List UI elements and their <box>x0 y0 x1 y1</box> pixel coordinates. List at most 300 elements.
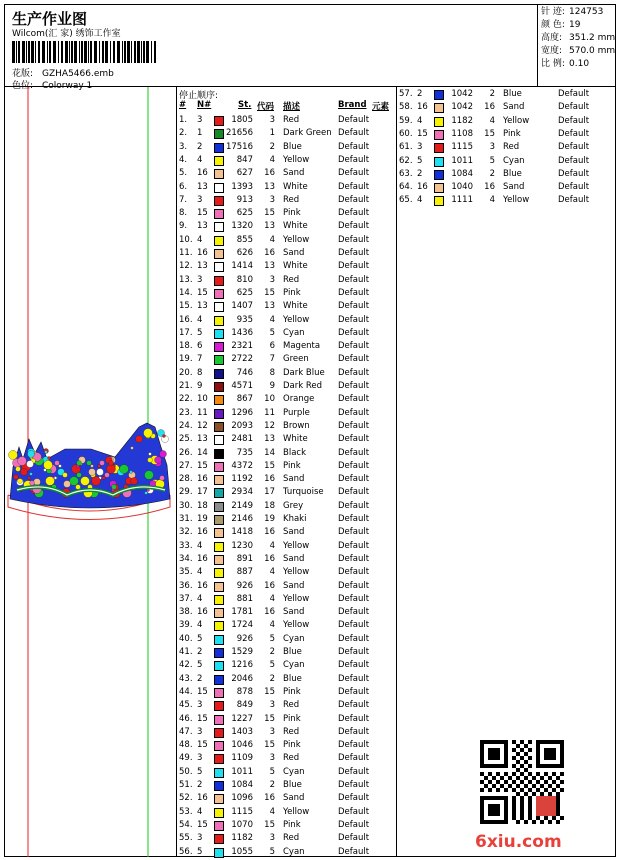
table-row <box>177 247 396 260</box>
needle-number: 5 <box>417 155 423 166</box>
thread-brand: Default <box>338 248 370 258</box>
color-code: 16 <box>264 793 275 804</box>
color-code: 13 <box>264 261 275 272</box>
stop-number: 2. <box>179 128 188 139</box>
table-row <box>177 433 396 446</box>
color-swatch <box>434 143 444 153</box>
thread-brand: Default <box>338 806 370 817</box>
color-description: Cyan <box>283 633 305 644</box>
table-row <box>177 327 396 340</box>
stitch-count: 1393 <box>231 181 253 192</box>
table-row <box>177 832 396 845</box>
color-code: 16 <box>264 553 275 564</box>
stop-number: 55. <box>179 833 193 844</box>
color-code: 16 <box>264 527 275 538</box>
color-description: White <box>283 261 308 272</box>
stop-number: 54. <box>179 819 193 830</box>
color-code: 2 <box>269 780 275 790</box>
stitch-count: 926 <box>236 580 253 591</box>
color-swatch <box>214 462 224 472</box>
color-swatch <box>214 781 224 791</box>
stop-number: 11. <box>179 248 193 258</box>
col-header-st: St. <box>238 100 252 110</box>
stitch-count: 891 <box>236 553 253 564</box>
needle-number: 5 <box>197 846 203 857</box>
table-header <box>177 100 397 113</box>
thread-brand: Default <box>338 780 370 790</box>
table-row <box>397 101 616 114</box>
color-description: Yellow <box>283 620 310 631</box>
stitch-count: 887 <box>236 567 253 578</box>
color-description: Sand <box>503 102 525 113</box>
needle-number: 5 <box>197 660 203 671</box>
color-swatch <box>214 116 224 126</box>
stitch-count: 847 <box>236 154 253 165</box>
stitch-count: 1055 <box>231 846 253 857</box>
stop-number: 13. <box>179 274 193 285</box>
stop-number: 25. <box>179 434 193 445</box>
stop-number: 48. <box>179 740 193 751</box>
needle-number: 4 <box>197 154 203 165</box>
color-code: 3 <box>269 726 275 737</box>
color-description: Blue <box>283 647 302 657</box>
stitch-count: 2093 <box>231 420 253 431</box>
stitch-count: 1414 <box>231 261 253 272</box>
color-description: Turquoise <box>283 487 324 498</box>
needle-number: 5 <box>197 633 203 644</box>
stop-number: 60. <box>399 128 413 139</box>
thread-brand: Default <box>338 287 370 298</box>
stat-scale: 比 例: 0.10 <box>541 59 590 69</box>
needle-number: 1 <box>197 128 203 139</box>
color-code: 16 <box>484 182 495 193</box>
thread-brand: Default <box>338 115 370 125</box>
color-description: Red <box>283 700 300 711</box>
thread-brand: Default <box>338 154 370 165</box>
color-code: 4 <box>269 234 275 245</box>
embroidery-design <box>8 423 170 520</box>
table-row <box>177 486 396 499</box>
stitch-count: 627 <box>236 168 253 179</box>
color-description: Magenta <box>283 341 321 352</box>
color-description: White <box>283 434 308 445</box>
stitch-count: 1724 <box>231 620 253 631</box>
needle-number: 13 <box>197 261 208 272</box>
table-row <box>177 513 396 526</box>
stop-number: 6. <box>179 181 188 192</box>
color-code: 2 <box>269 141 275 152</box>
color-code: 15 <box>264 460 275 471</box>
stop-number: 58. <box>399 102 413 113</box>
stop-number: 36. <box>179 580 193 591</box>
stop-number: 19. <box>179 354 193 365</box>
color-swatch <box>214 808 224 818</box>
col-header-brand: Brand <box>338 100 367 110</box>
color-code: 15 <box>264 713 275 724</box>
stitch-count: 2321 <box>231 341 253 352</box>
table-row <box>177 806 396 819</box>
table-row <box>177 407 396 420</box>
table-row <box>177 673 396 686</box>
color-code: 18 <box>264 500 275 511</box>
stitch-count: 913 <box>236 194 253 205</box>
color-swatch <box>214 821 224 831</box>
color-swatch <box>214 209 224 219</box>
needle-number: 4 <box>197 234 203 245</box>
thread-brand: Default <box>338 740 370 751</box>
stitch-count: 1011 <box>231 766 253 777</box>
color-code: 4 <box>489 195 495 206</box>
stitch-count: 1805 <box>231 115 253 125</box>
thread-brand: Default <box>338 487 370 498</box>
color-description: Sand <box>283 474 305 485</box>
stop-number: 62. <box>399 155 413 166</box>
table-row <box>177 752 396 765</box>
thread-brand: Default <box>338 341 370 352</box>
color-code: 4 <box>269 593 275 604</box>
needle-number: 13 <box>197 181 208 192</box>
stop-list-column-1 <box>177 87 397 857</box>
needle-number: 16 <box>197 474 208 485</box>
color-description: Yellow <box>283 314 310 325</box>
color-code: 16 <box>264 607 275 618</box>
needle-number: 15 <box>197 208 208 219</box>
stop-number: 22. <box>179 394 193 405</box>
color-description: Dark Red <box>283 381 323 391</box>
color-swatch <box>214 688 224 698</box>
color-code: 8 <box>269 367 275 378</box>
thread-brand: Default <box>338 500 370 511</box>
needle-number: 4 <box>197 593 203 604</box>
stop-number: 9. <box>179 221 188 232</box>
color-description: White <box>283 221 308 232</box>
thread-brand: Default <box>338 420 370 431</box>
table-row <box>177 207 396 220</box>
thread-brand: Default <box>338 367 370 378</box>
color-code: 13 <box>264 221 275 232</box>
stitch-count: 855 <box>236 234 253 245</box>
color-code: 15 <box>264 208 275 219</box>
color-swatch <box>434 170 444 180</box>
thread-brand: Default <box>338 141 370 152</box>
thread-brand: Default <box>338 607 370 618</box>
color-swatch <box>214 143 224 153</box>
stop-number: 41. <box>179 647 193 657</box>
needle-number: 3 <box>197 115 203 125</box>
colorway-label: 色位: <box>12 81 34 91</box>
color-swatch <box>214 794 224 804</box>
stitch-count: 1529 <box>231 647 253 657</box>
table-row <box>397 141 616 154</box>
color-code: 4 <box>489 115 495 126</box>
needle-number: 5 <box>197 327 203 338</box>
table-row <box>177 274 396 287</box>
needle-number: 16 <box>197 580 208 591</box>
table-row <box>177 114 396 127</box>
color-swatch <box>214 568 224 578</box>
table-row <box>177 460 396 473</box>
table-row <box>177 340 396 353</box>
color-swatch <box>214 555 224 565</box>
table-row <box>177 447 396 460</box>
color-swatch <box>214 222 224 232</box>
color-code: 15 <box>264 819 275 830</box>
color-swatch <box>214 701 224 711</box>
col-header-desc: 描述 <box>283 102 301 112</box>
thread-brand: Default <box>338 474 370 485</box>
stitch-count: 1216 <box>231 660 253 671</box>
stitch-count: 1084 <box>231 780 253 790</box>
needle-number: 2 <box>417 89 423 99</box>
color-description: Pink <box>283 819 301 830</box>
table-row <box>397 88 616 101</box>
stop-number: 29. <box>179 487 193 498</box>
table-row <box>177 846 396 859</box>
color-swatch <box>214 542 224 552</box>
stitch-count: 1042 <box>451 89 473 99</box>
design-label: 花版: <box>12 69 34 79</box>
thread-brand: Default <box>558 142 590 153</box>
needle-number: 13 <box>197 221 208 232</box>
color-swatch <box>214 582 224 592</box>
needle-number: 15 <box>197 287 208 298</box>
thread-brand: Default <box>338 819 370 830</box>
stat-height: 高度: 351.2 mm <box>541 33 616 43</box>
stop-number: 30. <box>179 500 193 511</box>
stop-number: 4. <box>179 154 188 165</box>
needle-number: 15 <box>197 740 208 751</box>
stop-number: 53. <box>179 806 193 817</box>
stop-number: 5. <box>179 168 188 179</box>
stop-number: 42. <box>179 660 193 671</box>
stitch-count: 849 <box>236 700 253 711</box>
thread-brand: Default <box>338 647 370 657</box>
needle-number: 3 <box>197 274 203 285</box>
table-row <box>177 353 396 366</box>
stitch-count: 2046 <box>231 673 253 684</box>
color-description: Red <box>283 194 300 205</box>
col-header-n: N# <box>197 100 212 110</box>
table-row <box>177 154 396 167</box>
table-row <box>177 779 396 792</box>
color-code: 11 <box>264 407 275 418</box>
color-description: Dark Green <box>283 128 332 139</box>
stop-number: 7. <box>179 194 188 205</box>
stop-number: 12. <box>179 261 193 272</box>
needle-number: 4 <box>197 567 203 578</box>
col-header-element: 元素 <box>372 102 390 112</box>
needle-number: 6 <box>197 341 203 352</box>
col-header-no: # <box>179 100 187 110</box>
stop-number: 65. <box>399 195 413 206</box>
table-row <box>177 260 396 273</box>
color-code: 3 <box>269 194 275 205</box>
color-code: 3 <box>269 274 275 285</box>
color-description: Blue <box>503 168 522 179</box>
color-description: Cyan <box>283 660 305 671</box>
color-code: 2 <box>269 647 275 657</box>
stitch-count: 1227 <box>231 713 253 724</box>
stitch-count: 1115 <box>451 142 473 153</box>
table-row <box>177 792 396 805</box>
color-description: Yellow <box>283 593 310 604</box>
needle-number: 12 <box>197 420 208 431</box>
needle-number: 16 <box>197 527 208 538</box>
stitch-count: 1182 <box>451 115 473 126</box>
stitch-count: 1040 <box>451 182 473 193</box>
table-row <box>177 300 396 313</box>
color-description: Khaki <box>283 514 307 524</box>
color-code: 13 <box>264 434 275 445</box>
needle-number: 3 <box>197 753 203 764</box>
table-row <box>177 593 396 606</box>
thread-brand: Default <box>338 168 370 179</box>
table-row <box>177 420 396 433</box>
color-swatch <box>434 90 444 100</box>
table-row <box>177 380 396 393</box>
stop-number: 44. <box>179 686 193 697</box>
stop-number: 27. <box>179 460 193 471</box>
color-code: 5 <box>489 155 495 166</box>
stitch-count: 4372 <box>231 460 253 471</box>
stitch-count: 1436 <box>231 327 253 338</box>
color-code: 2 <box>489 89 495 99</box>
color-code: 16 <box>264 248 275 258</box>
color-code: 6 <box>269 341 275 352</box>
thread-brand: Default <box>338 327 370 338</box>
color-swatch <box>214 648 224 658</box>
color-swatch <box>434 117 444 127</box>
color-description: Grey <box>283 500 304 511</box>
color-swatch <box>214 196 224 206</box>
color-swatch <box>214 262 224 272</box>
stitch-count: 1182 <box>231 833 253 844</box>
needle-number: 15 <box>417 128 428 139</box>
stitch-count: 1070 <box>231 819 253 830</box>
needle-number: 4 <box>197 806 203 817</box>
color-swatch <box>214 409 224 419</box>
table-row <box>177 619 396 632</box>
color-code: 5 <box>269 766 275 777</box>
stitch-count: 1084 <box>451 168 473 179</box>
stitch-count: 735 <box>236 447 253 458</box>
color-swatch <box>214 342 224 352</box>
thread-brand: Default <box>558 89 590 99</box>
color-description: Cyan <box>503 155 525 166</box>
color-description: Red <box>283 726 300 737</box>
color-swatch <box>214 169 224 179</box>
stop-number: 10. <box>179 234 193 245</box>
stitch-count: 881 <box>236 593 253 604</box>
needle-number: 11 <box>197 407 208 418</box>
color-swatch <box>214 183 224 193</box>
needle-number: 3 <box>197 700 203 711</box>
color-description: Dark Blue <box>283 367 325 378</box>
color-description: Sand <box>283 248 305 258</box>
color-swatch <box>214 488 224 498</box>
color-swatch <box>214 515 224 525</box>
color-code: 15 <box>264 740 275 751</box>
stitch-count: 1407 <box>231 301 253 312</box>
needle-number: 16 <box>417 102 428 113</box>
thread-brand: Default <box>558 182 590 193</box>
stop-number: 47. <box>179 726 193 737</box>
thread-brand: Default <box>338 686 370 697</box>
color-code: 15 <box>484 128 495 139</box>
color-code: 5 <box>269 846 275 857</box>
color-code: 3 <box>269 833 275 844</box>
thread-brand: Default <box>338 833 370 844</box>
stitch-count: 2722 <box>231 354 253 365</box>
stop-number: 24. <box>179 420 193 431</box>
needle-number: 15 <box>197 460 208 471</box>
color-code: 13 <box>264 181 275 192</box>
color-code: 3 <box>269 753 275 764</box>
thread-brand: Default <box>338 381 370 391</box>
color-code: 5 <box>269 660 275 671</box>
table-row <box>177 739 396 752</box>
table-row <box>177 553 396 566</box>
needle-number: 15 <box>197 819 208 830</box>
stop-number: 39. <box>179 620 193 631</box>
stitch-count: 21656 <box>225 128 253 139</box>
table-row <box>177 699 396 712</box>
color-code: 4 <box>269 540 275 551</box>
stop-number: 26. <box>179 447 193 458</box>
thread-brand: Default <box>338 753 370 764</box>
thread-brand: Default <box>338 460 370 471</box>
color-code: 9 <box>269 381 275 391</box>
table-row <box>177 141 396 154</box>
needle-number: 13 <box>197 434 208 445</box>
color-code: 3 <box>489 142 495 153</box>
stitch-count: 1111 <box>451 195 473 206</box>
stitch-count: 2934 <box>231 487 253 498</box>
table-row <box>177 686 396 699</box>
stitch-count: 2146 <box>231 514 253 524</box>
color-code: 5 <box>269 633 275 644</box>
table-row <box>177 314 396 327</box>
table-row <box>177 766 396 779</box>
thread-brand: Default <box>338 793 370 804</box>
needle-number: 15 <box>197 686 208 697</box>
color-code: 2 <box>269 673 275 684</box>
stitch-count: 1042 <box>451 102 473 113</box>
stop-number: 16. <box>179 314 193 325</box>
stop-number: 1. <box>179 115 188 125</box>
color-swatch <box>214 661 224 671</box>
needle-number: 4 <box>417 115 423 126</box>
table-row <box>177 473 396 486</box>
color-swatch <box>214 475 224 485</box>
needle-number: 5 <box>197 766 203 777</box>
color-swatch <box>214 635 224 645</box>
thread-brand: Default <box>338 660 370 671</box>
color-code: 1 <box>269 128 275 139</box>
color-swatch <box>214 382 224 392</box>
color-swatch <box>214 728 224 738</box>
color-swatch <box>434 103 444 113</box>
color-swatch <box>214 276 224 286</box>
color-description: Pink <box>283 287 301 298</box>
color-swatch <box>214 502 224 512</box>
thread-brand: Default <box>338 766 370 777</box>
thread-brand: Default <box>338 181 370 192</box>
thread-brand: Default <box>558 102 590 113</box>
stop-number: 56. <box>179 846 193 857</box>
thread-brand: Default <box>558 128 590 139</box>
color-code: 17 <box>264 487 275 498</box>
